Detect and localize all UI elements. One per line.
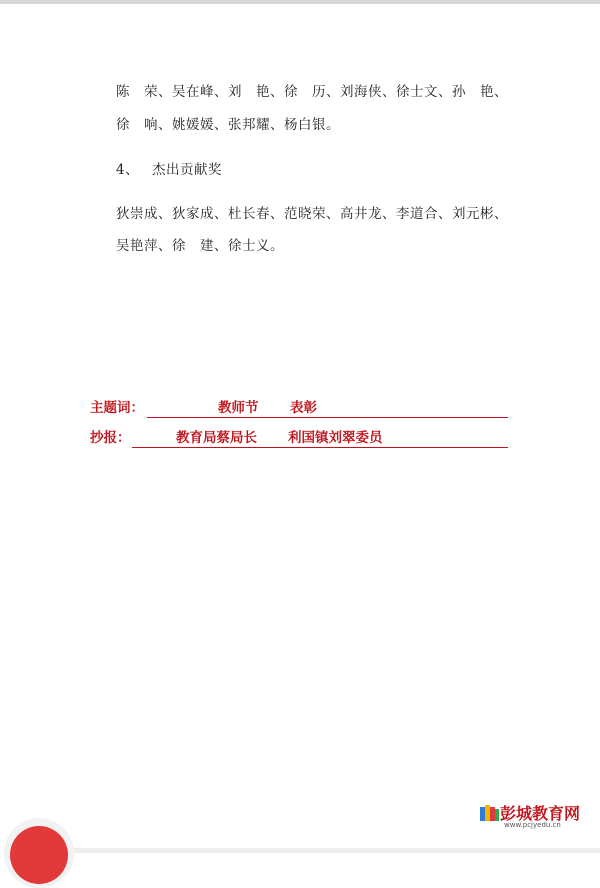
site-logo <box>478 801 590 831</box>
bottom-edge <box>74 848 600 853</box>
name-list-line: 徐 响、姚媛媛、张邦耀、杨白银。 <box>116 117 340 133</box>
name-list-line: 吴艳萍、徐 建、徐士义。 <box>116 238 284 254</box>
award-heading-number: 4、 <box>116 162 140 178</box>
subject-words-row <box>90 400 508 416</box>
book-icon <box>480 803 500 825</box>
cc-label: 抄报： <box>90 430 131 446</box>
cc-underline <box>132 447 508 448</box>
cc-row <box>90 430 508 446</box>
cc-recipient: 教育局蔡局长 <box>176 430 257 446</box>
award-heading-title: 杰出贡献奖 <box>152 162 222 178</box>
top-border <box>0 0 600 4</box>
floating-action-button[interactable] <box>10 826 68 884</box>
name-list-line: 陈 荣、吴在峰、刘 艳、徐 历、刘海侠、徐士文、孙 艳、 <box>116 84 508 100</box>
logo-url: www.pcjyedu.cn <box>504 821 561 829</box>
cc-recipient: 利国镇刘翠委员 <box>288 430 383 446</box>
subject-label: 主题词： <box>90 400 144 416</box>
subject-underline <box>147 417 508 418</box>
subject-word: 表彰 <box>290 400 317 416</box>
name-list-line: 狄崇成、狄家成、杜长春、范晓荣、高井龙、李道合、刘元彬、 <box>116 206 508 222</box>
logo-name: 彭城教育网 <box>500 804 581 823</box>
subject-word: 教师节 <box>218 400 259 416</box>
award-heading <box>116 162 222 178</box>
